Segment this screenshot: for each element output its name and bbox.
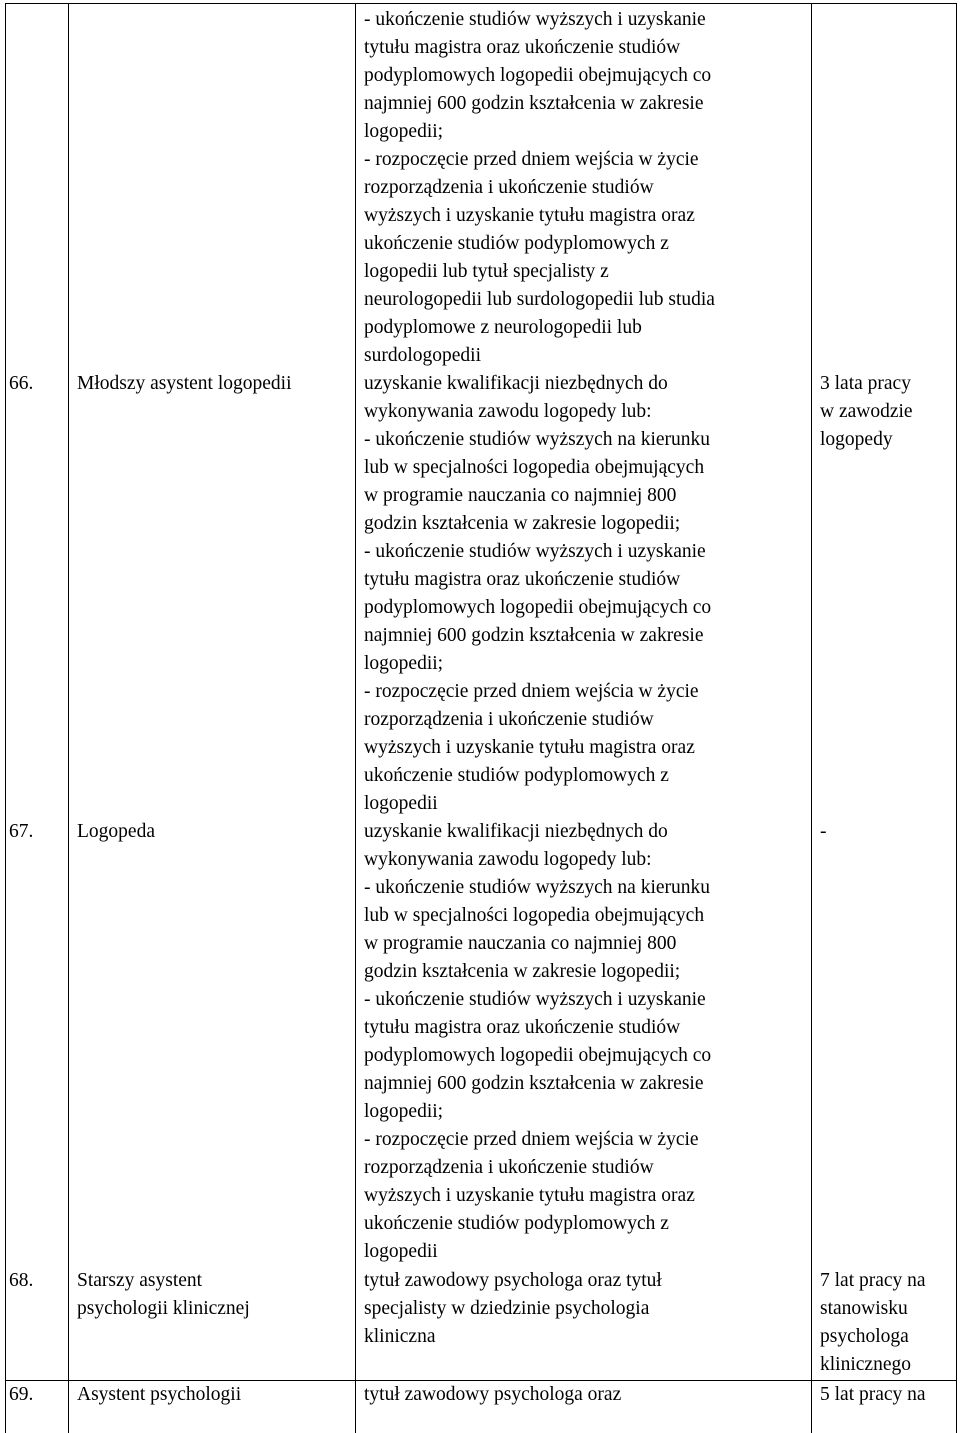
text-line: wyższych i uzyskanie tytułu magistra oraz bbox=[364, 205, 695, 226]
text-line: ukończenie studiów podyplomowych z bbox=[364, 1213, 669, 1234]
row-69-experience bbox=[820, 1381, 926, 1409]
text-line: logopedii; bbox=[364, 1101, 444, 1122]
text-line: logopedii lub tytuł specjalisty z bbox=[364, 261, 609, 282]
row-68-requirements bbox=[364, 1267, 662, 1351]
text-line: podyplomowych logopedii obejmujących co bbox=[364, 597, 712, 618]
text-line: logopedii; bbox=[364, 121, 444, 142]
text-line: tytuł zawodowy psychologa oraz bbox=[364, 1384, 622, 1405]
column-divider bbox=[68, 3, 69, 1433]
row-69-position bbox=[77, 1381, 241, 1409]
text-line: tytułu magistra oraz ukończenie studiów bbox=[364, 569, 681, 590]
text-line: 3 lata pracy bbox=[820, 373, 911, 394]
text-line: - ukończenie studiów wyższych na kierunku bbox=[364, 877, 711, 898]
text-line: - ukończenie studiów wyższych i uzyskanie bbox=[364, 541, 706, 562]
text-line: kliniczna bbox=[364, 1326, 436, 1347]
text-line: - bbox=[820, 821, 827, 842]
text-line: uzyskanie kwalifikacji niezbędnych do bbox=[364, 821, 668, 842]
text-line: podyplomowych logopedii obejmujących co bbox=[364, 1045, 712, 1066]
text-line: rozporządzenia i ukończenie studiów bbox=[364, 1157, 654, 1178]
text-line: neurologopedii lub surdologopedii lub studia bbox=[364, 289, 715, 310]
text-line: godzin kształcenia w zakresie logopedii; bbox=[364, 513, 681, 534]
row-0-requirements bbox=[364, 6, 715, 370]
text-line: lub w specjalności logopedia obejmujących bbox=[364, 905, 705, 926]
text-line: specjalisty w dziedzinie psychologia bbox=[364, 1298, 650, 1319]
text-line: psychologa bbox=[820, 1326, 909, 1347]
text-line: najmniej 600 godzin kształcenia w zakresie bbox=[364, 1073, 704, 1094]
text-line: rozporządzenia i ukończenie studiów bbox=[364, 177, 654, 198]
row-66-requirements bbox=[364, 370, 711, 818]
row-66-position bbox=[77, 370, 291, 398]
qualifications-table bbox=[5, 3, 957, 1433]
text-line: Młodszy asystent logopedii bbox=[77, 373, 292, 394]
row-66-number: 66. bbox=[9, 373, 34, 394]
text-line: - ukończenie studiów wyższych na kierunku bbox=[364, 429, 711, 450]
text-line: najmniej 600 godzin kształcenia w zakresie bbox=[364, 93, 704, 114]
row-68-experience bbox=[820, 1267, 926, 1379]
text-line: wykonywania zawodu logopedy lub: bbox=[364, 401, 652, 422]
table-border-left bbox=[5, 3, 6, 1433]
text-line: Logopeda bbox=[77, 821, 155, 842]
text-line: logopedii bbox=[364, 793, 438, 814]
row-69-requirements bbox=[364, 1381, 621, 1409]
text-line: - rozpoczęcie przed dniem wejścia w życie bbox=[364, 1129, 699, 1150]
text-line: 5 lat pracy na bbox=[820, 1384, 926, 1405]
text-line: - ukończenie studiów wyższych i uzyskanie bbox=[364, 989, 706, 1010]
table-border-top bbox=[5, 3, 957, 4]
text-line: Starszy asystent bbox=[77, 1270, 203, 1291]
text-line: godzin kształcenia w zakresie logopedii; bbox=[364, 961, 681, 982]
table-border-right bbox=[956, 3, 957, 1433]
row-67-experience bbox=[820, 818, 827, 846]
row-67-requirements bbox=[364, 818, 711, 1266]
row-69-number: 69. bbox=[9, 1384, 34, 1405]
text-line: podyplomowych logopedii obejmujących co bbox=[364, 65, 712, 86]
text-line: tytuł zawodowy psychologa oraz tytuł bbox=[364, 1270, 662, 1291]
row-67-position bbox=[77, 818, 155, 846]
text-line: w zawodzie bbox=[820, 401, 913, 422]
row-67-number: 67. bbox=[9, 821, 34, 842]
text-line: - rozpoczęcie przed dniem wejścia w życie bbox=[364, 681, 699, 702]
text-line: - ukończenie studiów wyższych i uzyskanie bbox=[364, 9, 706, 30]
text-line: - rozpoczęcie przed dniem wejścia w życie bbox=[364, 149, 699, 170]
column-divider bbox=[355, 3, 356, 1433]
text-line: 7 lat pracy na bbox=[820, 1270, 926, 1291]
text-line: tytułu magistra oraz ukończenie studiów bbox=[364, 37, 681, 58]
text-line: w programie nauczania co najmniej 800 bbox=[364, 933, 677, 954]
row-66-experience bbox=[820, 370, 913, 454]
text-line: surdologopedii bbox=[364, 345, 481, 366]
text-line: lub w specjalności logopedia obejmujących bbox=[364, 457, 705, 478]
text-line: logopedy bbox=[820, 429, 893, 450]
text-line: ukończenie studiów podyplomowych z bbox=[364, 233, 669, 254]
text-line: Asystent psychologii bbox=[77, 1384, 242, 1405]
text-line: ukończenie studiów podyplomowych z bbox=[364, 765, 669, 786]
text-line: rozporządzenia i ukończenie studiów bbox=[364, 709, 654, 730]
text-line: psychologii klinicznej bbox=[77, 1298, 250, 1319]
column-divider bbox=[811, 3, 812, 1433]
text-line: wykonywania zawodu logopedy lub: bbox=[364, 849, 652, 870]
text-line: wyższych i uzyskanie tytułu magistra oraz bbox=[364, 1185, 695, 1206]
text-line: tytułu magistra oraz ukończenie studiów bbox=[364, 1017, 681, 1038]
text-line: wyższych i uzyskanie tytułu magistra oraz bbox=[364, 737, 695, 758]
row-68-number: 68. bbox=[9, 1270, 34, 1291]
text-line: uzyskanie kwalifikacji niezbędnych do bbox=[364, 373, 668, 394]
text-line: klinicznego bbox=[820, 1354, 911, 1375]
row-68-position bbox=[77, 1267, 250, 1323]
text-line: podyplomowe z neurologopedii lub bbox=[364, 317, 642, 338]
text-line: logopedii; bbox=[364, 653, 444, 674]
text-line: najmniej 600 godzin kształcenia w zakresie bbox=[364, 625, 704, 646]
text-line: logopedii bbox=[364, 1241, 438, 1262]
text-line: w programie nauczania co najmniej 800 bbox=[364, 485, 677, 506]
text-line: stanowisku bbox=[820, 1298, 908, 1319]
